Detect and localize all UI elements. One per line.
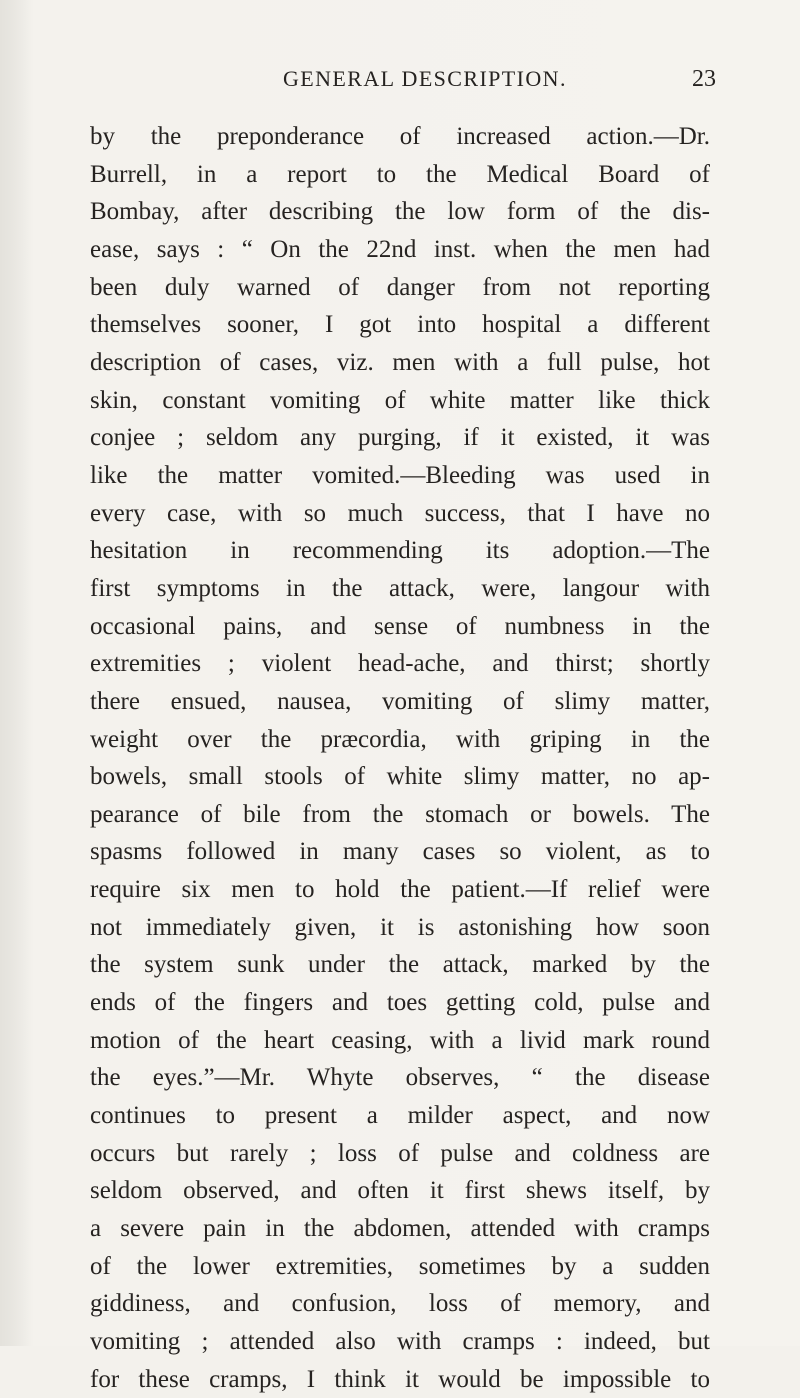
text-line: occurs but rarely ; loss of pulse and coldness are: [90, 1139, 710, 1167]
text-line: ends of the fingers and toes getting cold, pulse and: [90, 989, 710, 1017]
text-line: Bombay, after describing the low form of the dis-: [90, 198, 710, 226]
page-gutter-shadow: [0, 0, 34, 1346]
text-line: bowels, small stools of white slimy matter, no ap-: [90, 763, 710, 791]
text-line: the system sunk under the attack, marked by the: [90, 951, 710, 979]
running-title: GENERAL DESCRIPTION.: [283, 66, 567, 91]
running-head: [0, 66, 800, 106]
text-line: the eyes.”—Mr. Whyte observes, “ the disease: [90, 1064, 710, 1092]
text-line: giddiness, and confusion, loss of memory, and: [90, 1290, 710, 1318]
text-line: been duly warned of danger from not reporting: [90, 273, 710, 301]
text-line: pearance of bile from the stomach or bowels. The: [90, 800, 710, 828]
text-line: first symptoms in the attack, were, langour with: [90, 574, 710, 602]
text-line: ease, says : “ On the 22nd inst. when the men had: [90, 235, 710, 263]
body-text: [90, 118, 710, 1398]
text-line: conjee ; seldom any purging, if it existed, it was: [90, 424, 710, 452]
text-line: of the lower extremities, sometimes by a sudden: [90, 1252, 710, 1280]
text-line: for these cramps, I think it would be impossible to: [90, 1365, 710, 1393]
text-line: not immediately given, it is astonishing how soon: [90, 913, 710, 941]
text-line: by the preponderance of increased action.—Dr.: [90, 123, 710, 150]
text-line: hesitation in recommending its adoption.—The: [90, 537, 710, 565]
text-line: seldom observed, and often it first shews itself, by: [90, 1177, 710, 1205]
text-line: Burrell, in a report to the Medical Board of: [90, 160, 710, 188]
text-line: weight over the præcordia, with griping in the: [90, 725, 710, 753]
page-number: 23: [692, 66, 716, 92]
text-line: there ensued, nausea, vomiting of slimy matter,: [90, 687, 710, 715]
text-line: require six men to hold the patient.—If relief were: [90, 876, 710, 904]
text-line: continues to present a milder aspect, and now: [90, 1102, 710, 1130]
text-line: a severe pain in the abdomen, attended with cramps: [90, 1215, 710, 1243]
text-line: motion of the heart ceasing, with a livid mark round: [90, 1026, 710, 1054]
text-line: themselves sooner, I got into hospital a different: [90, 311, 710, 339]
text-line: vomiting ; attended also with cramps : indeed, but: [90, 1328, 710, 1355]
text-line: extremities ; violent head-ache, and thirst; shortly: [90, 650, 710, 678]
text-line: occasional pains, and sense of numbness in the: [90, 612, 710, 640]
text-line: description of cases, viz. men with a full pulse, hot: [90, 348, 710, 376]
text-line: like the matter vomited.—Bleeding was used in: [90, 461, 710, 489]
text-line: skin, constant vomiting of white matter like thick: [90, 386, 710, 414]
text-line: every case, with so much success, that I have no: [90, 499, 710, 527]
text-line: spasms followed in many cases so violent, as to: [90, 838, 710, 866]
